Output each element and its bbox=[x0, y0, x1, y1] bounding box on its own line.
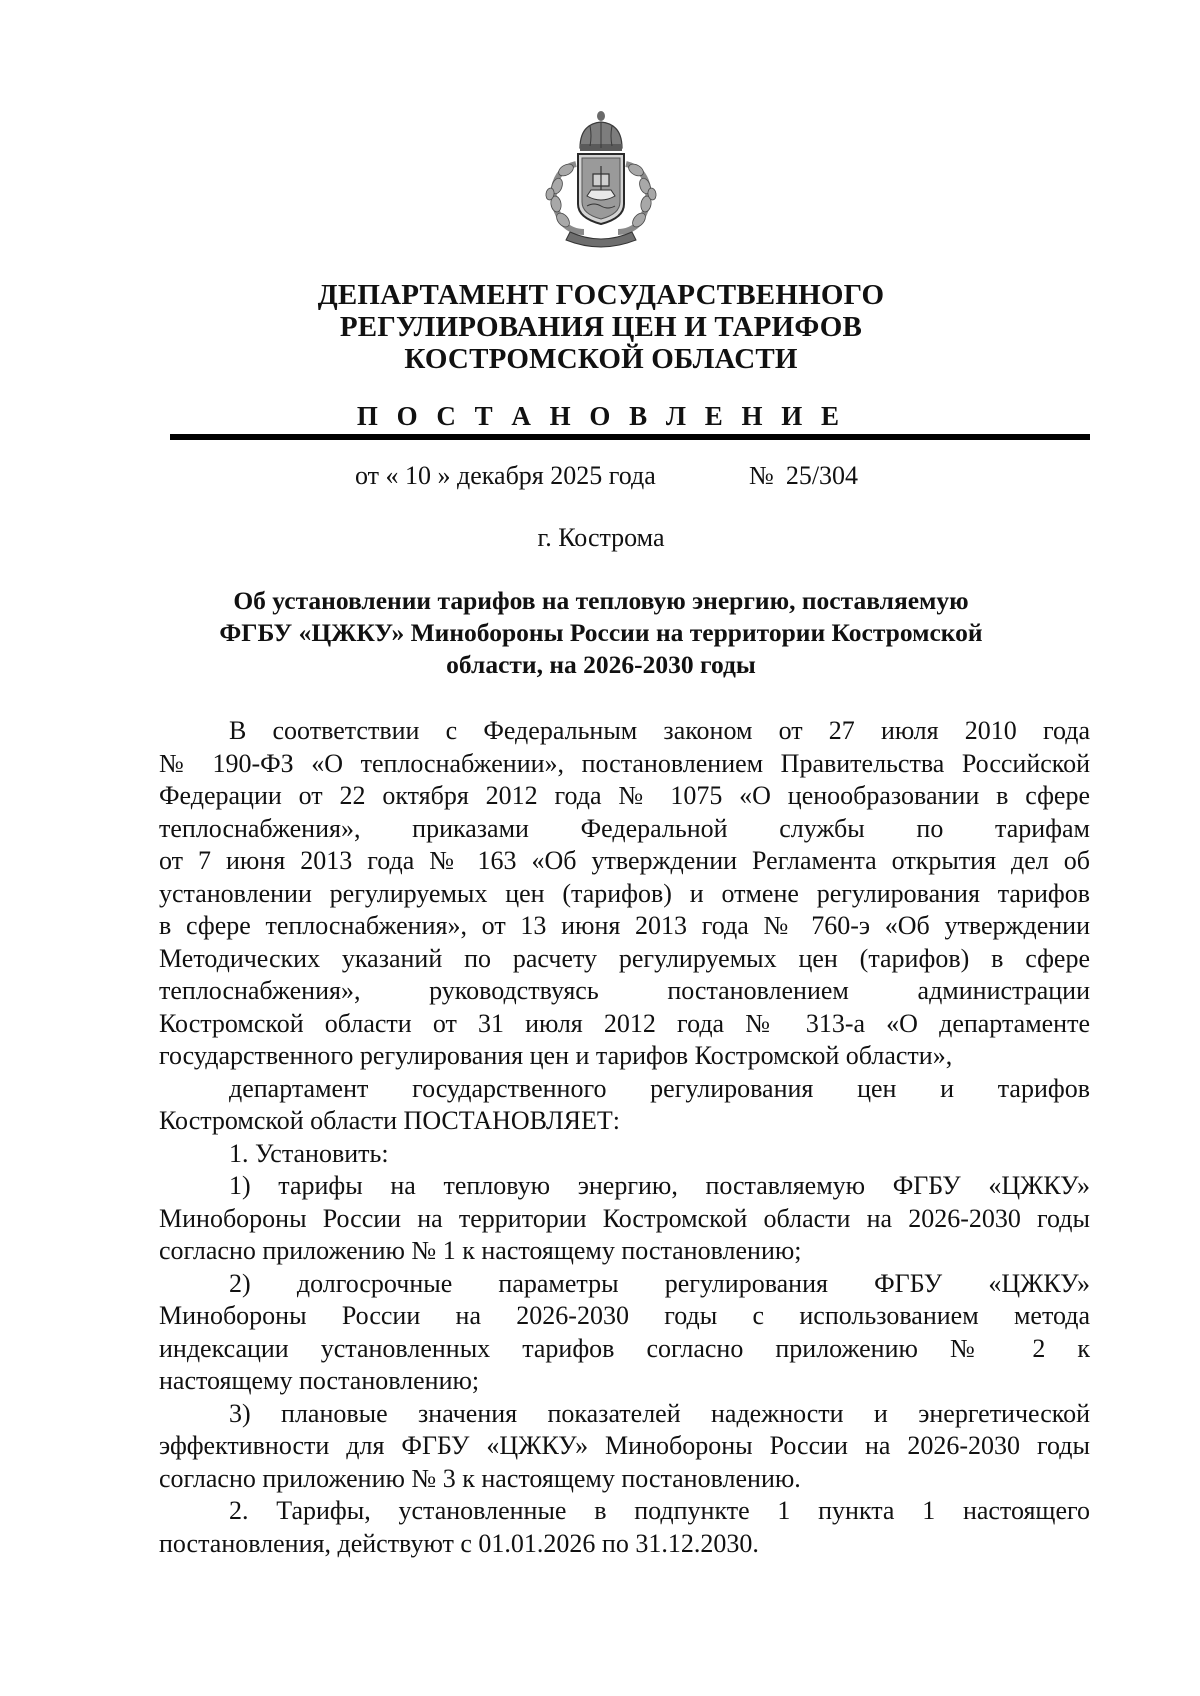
item-1-3-paragraph bbox=[159, 1398, 1090, 1496]
text-line: 2) долгосрочные параметры регулирования ФГБУ «ЦЖКУ» bbox=[229, 1268, 1090, 1298]
text-line: установлении регулируемых цен (тарифов) и отмене регулирования тарифов bbox=[159, 878, 1090, 908]
text-line: № 190-ФЗ «О теплоснабжении», постановлением Правительства Российской bbox=[159, 748, 1090, 778]
decree-body bbox=[159, 715, 1090, 1560]
decree-city: г. Кострома bbox=[537, 523, 665, 552]
subject-line: области, на 2026-2030 годы bbox=[446, 650, 756, 679]
subject-line: ФГБУ «ЦЖКУ» Минобороны России на территории Костромской bbox=[219, 618, 983, 647]
department-line: ДЕПАРТАМЕНТ ГОСУДАРСТВЕННОГО bbox=[317, 279, 885, 311]
text-line: государственного регулирования цен и тарифов Костромской области», bbox=[159, 1041, 953, 1070]
item-1-1-paragraph bbox=[159, 1170, 1090, 1268]
text-line: Минобороны России на территории Костромской области на 2026-2030 годы bbox=[159, 1203, 1090, 1233]
decree-title: П О С Т А Н О В Л Е Н И Е bbox=[356, 401, 846, 431]
text-line: Минобороны России на 2026-2030 годы с использованием метода bbox=[159, 1301, 1090, 1330]
preamble-paragraph bbox=[159, 715, 1090, 1073]
text-line: Костромской области ПОСТАНОВЛЯЕТ: bbox=[159, 1106, 620, 1135]
text-line: 2. Тарифы, установленные в подпункте 1 пункта 1 настоящего bbox=[229, 1496, 1090, 1525]
text-line: индексации установленных тарифов согласно приложению № 2 к bbox=[159, 1333, 1090, 1363]
text-line: В соответствии с Федеральным законом от 27 июля 2010 года bbox=[229, 716, 1090, 745]
kostroma-coat-of-arms-icon bbox=[540, 108, 662, 250]
text-line: согласно приложению № 3 к настоящему постановлению. bbox=[159, 1463, 801, 1493]
item-1-2-paragraph bbox=[159, 1268, 1090, 1398]
text-line: департамент государственного регулирования цен и тарифов bbox=[229, 1073, 1090, 1103]
decree-date: от « 10 » декабря 2025 года bbox=[355, 461, 656, 490]
item-2-paragraph bbox=[159, 1495, 1090, 1560]
number-value: 25/304 bbox=[785, 461, 859, 490]
text-line: эффективности для ФГБУ «ЦЖКУ» Минобороны России на 2026-2030 годы bbox=[159, 1431, 1090, 1460]
text-line: Костромской области от 31 июля 2012 года № 313-а «О департаменте bbox=[159, 1008, 1090, 1038]
text-line: согласно приложению № 1 к настоящему постановлению; bbox=[159, 1236, 802, 1265]
text-line: 1. Установить: bbox=[229, 1138, 389, 1168]
decree-subject bbox=[200, 585, 1002, 681]
text-line: постановления, действуют с 01.01.2026 по 31.12.2030. bbox=[159, 1528, 759, 1558]
text-line: в сфере теплоснабжения», от 13 июня 2013 года № 760-э «Об утверждении bbox=[159, 911, 1090, 940]
text-line: Методических указаний по расчету регулируемых цен (тарифов) в сфере bbox=[159, 943, 1090, 973]
text-line: настоящему постановлению; bbox=[159, 1366, 480, 1395]
text-line: 1) тарифы на тепловую энергию, поставляемую ФГБУ «ЦЖКУ» bbox=[229, 1171, 1090, 1200]
subject-line: Об установлении тарифов на тепловую энергию, поставляемую bbox=[233, 586, 969, 615]
text-line: теплоснабжения», приказами Федеральной службы по тарифам bbox=[159, 813, 1090, 843]
text-line: Федерации от 22 октября 2012 года № 1075 «О ценообразовании в сфере bbox=[159, 781, 1090, 810]
department-line: КОСТРОМСКОЙ ОБЛАСТИ bbox=[404, 343, 798, 375]
resolves-paragraph bbox=[159, 1073, 1090, 1138]
text-line: 3) плановые значения показателей надежности и энергетической bbox=[229, 1398, 1090, 1428]
decree-number bbox=[749, 461, 858, 491]
text-line: от 7 июня 2013 года № 163 «Об утверждении Регламента открытия дел об bbox=[159, 846, 1090, 875]
item-1-heading bbox=[159, 1138, 1090, 1171]
header-rule bbox=[170, 434, 1090, 440]
number-sign: № bbox=[749, 461, 774, 490]
text-line: теплоснабжения», руководствуясь постановлением администрации bbox=[159, 976, 1090, 1005]
department-line: РЕГУЛИРОВАНИЯ ЦЕН И ТАРИФОВ bbox=[339, 311, 863, 343]
department-name bbox=[180, 279, 1022, 375]
